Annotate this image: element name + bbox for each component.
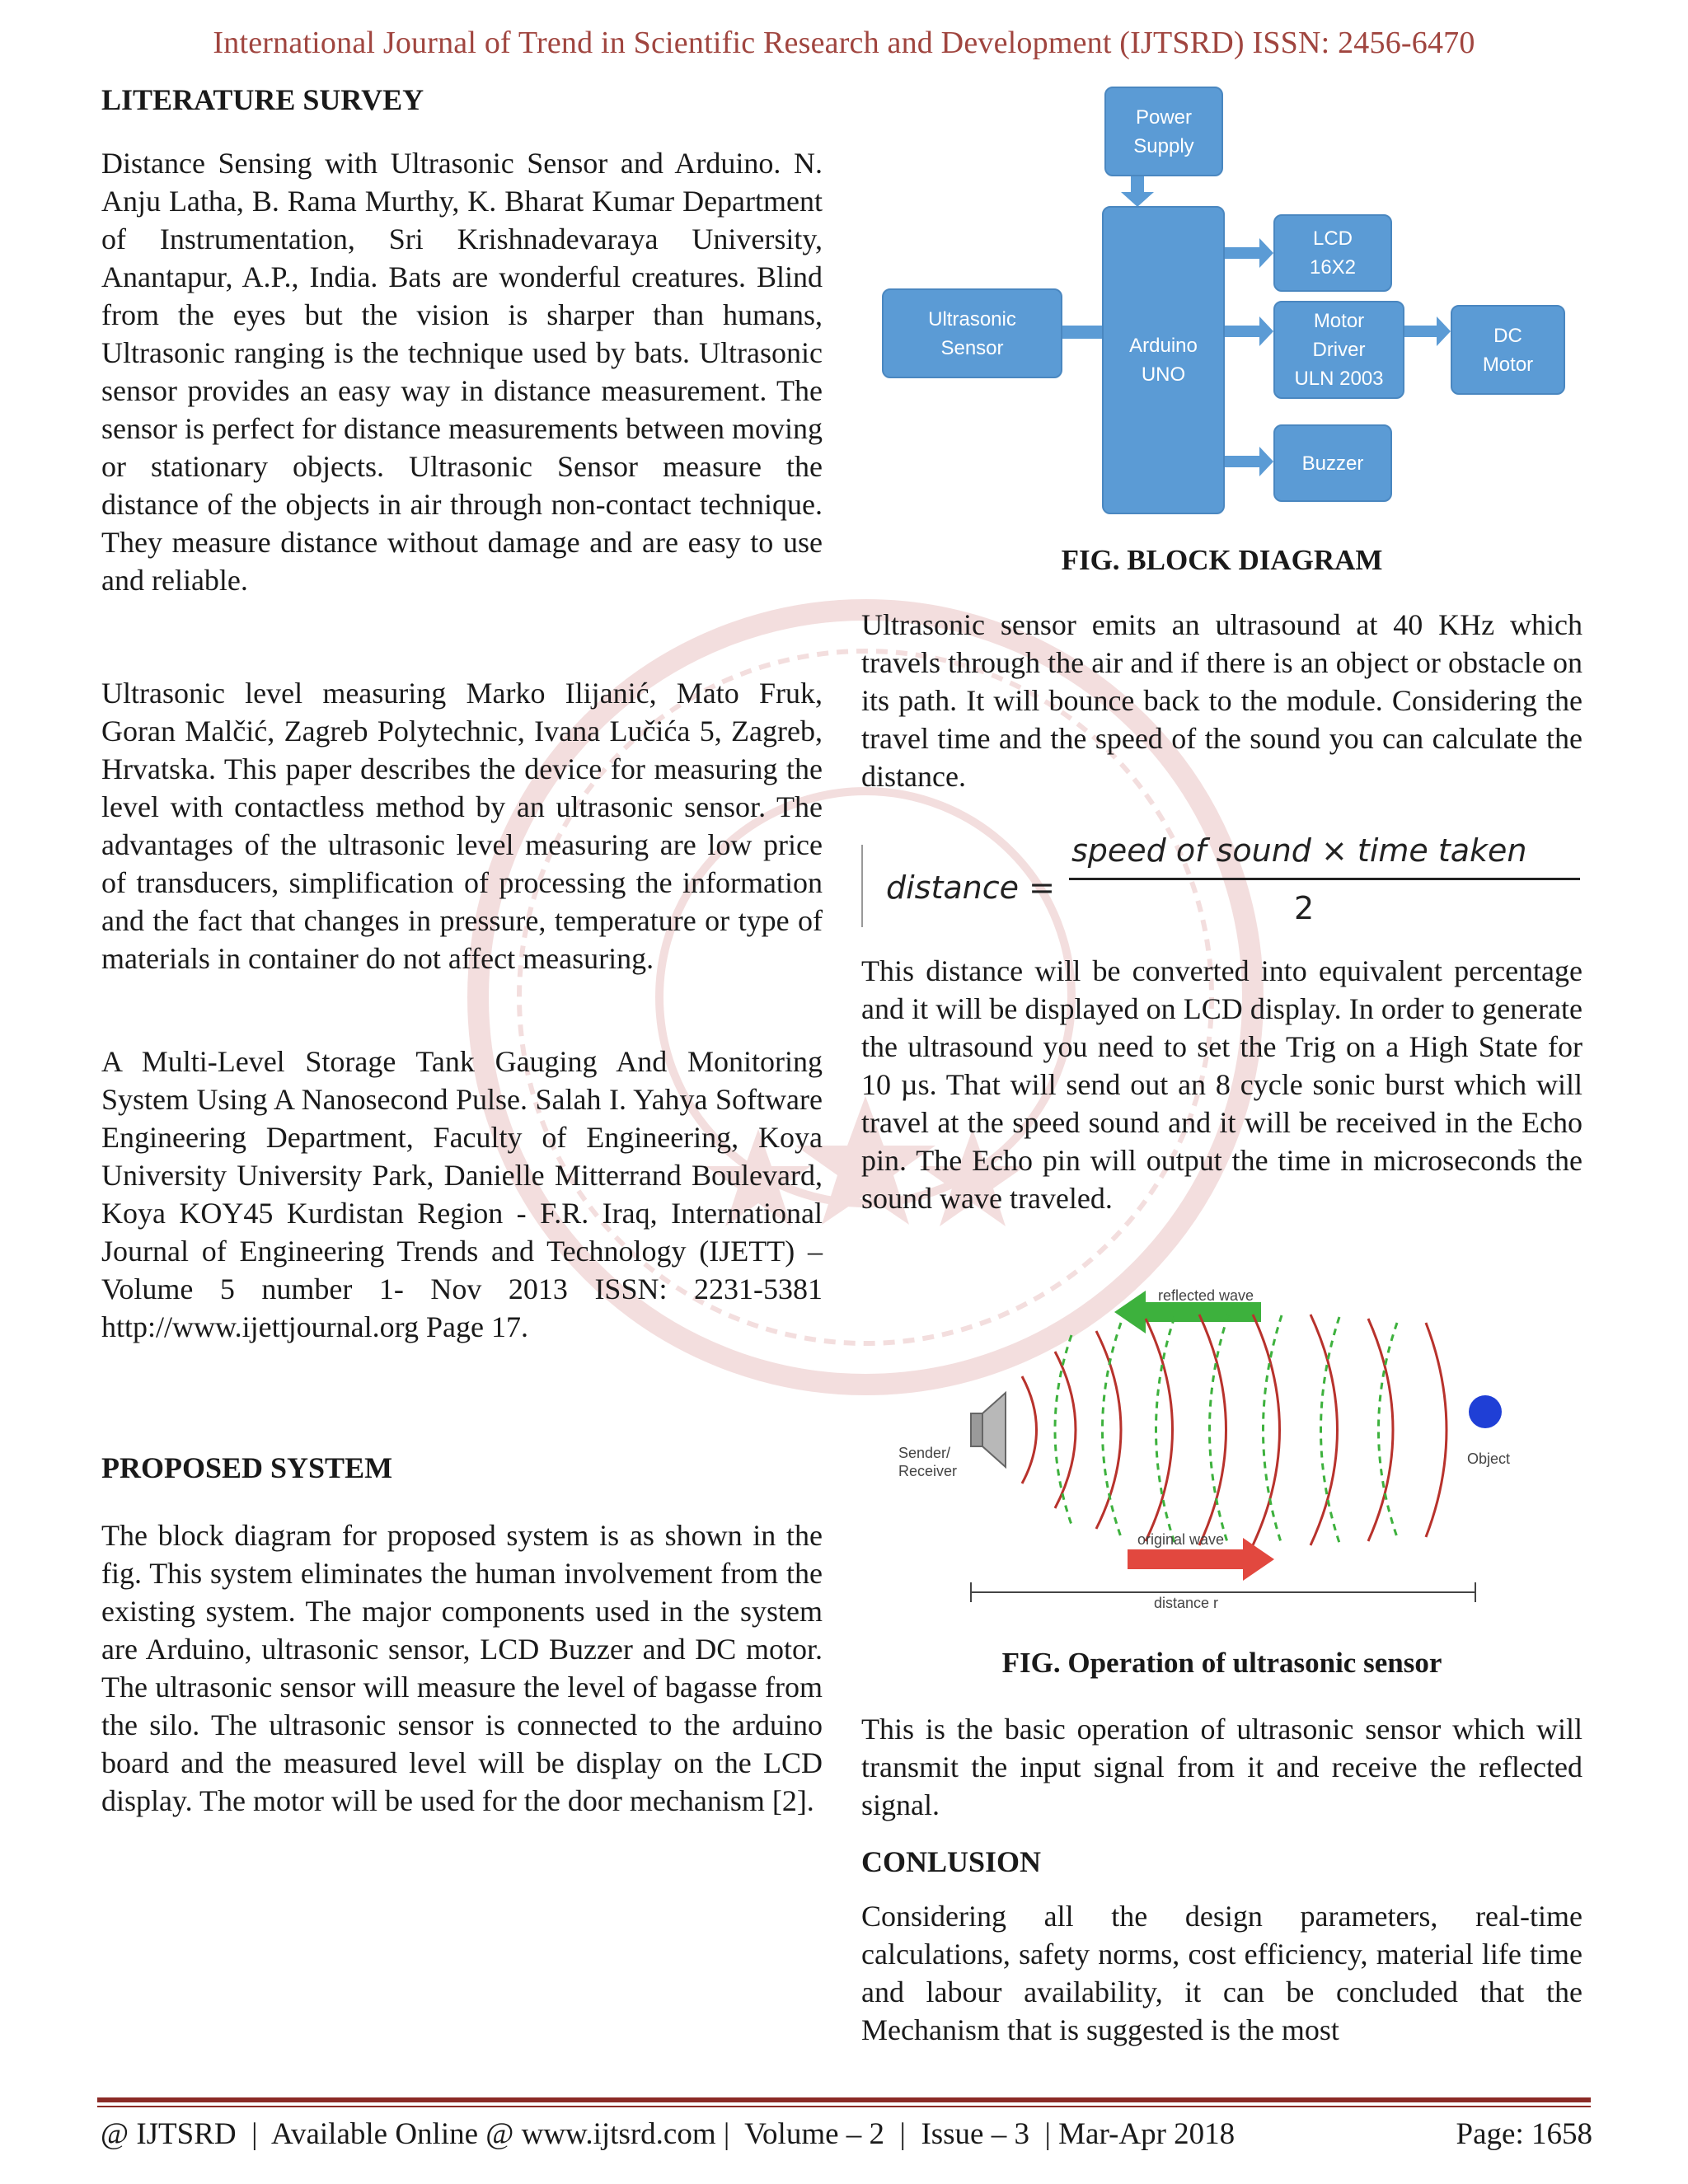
equation-denominator: 2 xyxy=(1294,890,1315,926)
literature-paragraph-1: Distance Sensing with Ultrasonic Sensor and Arduino. N. Anju Latha, B. Rama Murthy, K. Bharat Kumar Department of Instrumentation, Sri Krishnadevaraya University, Anantapur, A.P., India. Bats are wonderful creatures. Blind from the eyes but the vision is sharper than humans, Ultrasonic ranging is the technique used by bats. Ultrasonic sensor provides an easy way in distance measurement. The sensor is perfect for distance measurements between moving or stationary objects. Ultrasonic Sensor measure the distance of the objects in air through non-contact technique. They measure distance without damage and are easy to use and reliable. xyxy=(101,147,823,597)
literature-paragraph-3: A Multi-Level Storage Tank Gauging And Monitoring System Using A Nanosecond Pulse. Salah I. Yahya Software Engineering Department, Faculty of Engineering, Koya University University Park, Danielle Mitterrand Boulevard, Koya KOY45 Kurdistan Region - F.R. Iraq, International Journal of Engineering Trends and Technology (IJETT) – Volume 5 number 1- Nov 2013 ISSN: 2231-5381 http://www.ijettjournal.org Page 17. xyxy=(101,1045,823,1343)
equation-fraction-bar xyxy=(1069,878,1580,880)
object-label: Object xyxy=(1467,1451,1511,1467)
ultrasonic-figure-caption: FIG. Operation of ultrasonic sensor xyxy=(1001,1647,1442,1679)
power-supply-block: Power Supply xyxy=(1104,87,1223,176)
ultrasonic-operation-figure xyxy=(898,1286,1550,1611)
literature-paragraph-2: Ultrasonic level measuring Marko Ilijanić, Mato Fruk, Goran Malčić, Zagreb Polytechnic, Ivana Lučića 5, Zagreb, Hrvatska. This paper describes the device for measuring the level with contactless method by an ultrasonic sensor. The advantages of the ultrasonic level measuring are low price of transducers, simplification of processing the information and the fact that changes in pressure, temperature or type of materials in container do not affect measuring. xyxy=(101,677,823,975)
reflected-wave-label: reflected wave xyxy=(1158,1287,1254,1304)
arduino-uno-block: Arduino UNO xyxy=(1102,206,1225,514)
journal-header: International Journal of Trend in Scientific Research and Development (IJTSRD) ISSN: 2456-6470 xyxy=(213,26,1475,60)
block-diagram-caption: FIG. BLOCK DIAGRAM xyxy=(1061,544,1383,576)
conclusion-heading: CONLUSION xyxy=(861,1845,1042,1878)
basic-operation-paragraph: This is the basic operation of ultrasonic sensor which will transmit the input signal from it and receive the reflected signal. xyxy=(861,1713,1582,1821)
distance-conversion-paragraph: This distance will be converted into equivalent percentage and it will be displayed on LCD display. In order to generate the ultrasound you need to set the Trig on a High State for 10 µs. That will send out an 8 cycle sonic burst which will travel at the speed sound and it will be received in the Echo pin. The Echo pin will output the time in microseconds the sound wave traveled. xyxy=(861,954,1582,1215)
original-wave-label: original wave xyxy=(1137,1531,1225,1548)
dc-motor-block: DC Motor xyxy=(1451,305,1565,395)
block-diagram xyxy=(878,78,1591,523)
proposed-system-paragraph: The block diagram for proposed system is as shown in the fig. This system eliminates the human involvement from the existing system. The major components used in the system are Arduino, ultrasonic sensor, LCD Buzzer and DC motor. The ultrasonic sensor will measure the level of bagasse from the silo. The ultrasonic sensor is connected to the arduino board and the measured level will be display on the LCD display. The motor will be used for the door mechanism [2]. xyxy=(101,1519,823,1817)
equation-lhs: distance = xyxy=(886,869,1055,906)
proposed-system-heading: PROPOSED SYSTEM xyxy=(101,1451,393,1484)
distance-equation xyxy=(861,828,1587,952)
conclusion-paragraph: Considering all the design parameters, real-time calculations, safety norms, cost efficiency, material life time and labour availability, it can be concluded that the Mechanism that is suggested is the most xyxy=(861,1900,1582,2046)
equation-numerator: speed of sound × time taken xyxy=(1071,832,1527,869)
literature-survey-heading: LITERATURE SURVEY xyxy=(101,83,424,116)
page-number: Page: 1658 xyxy=(1456,2117,1592,2151)
footer-rule-thin xyxy=(97,2106,1591,2107)
wave-diagram xyxy=(898,1286,1550,1611)
page-footer xyxy=(101,2116,1592,2152)
lcd-block: LCD 16X2 xyxy=(1273,214,1392,292)
ultrasonic-sensor-block: Ultrasonic Sensor xyxy=(882,288,1062,378)
footer-rule-thick xyxy=(97,2097,1591,2102)
buzzer-block: Buzzer xyxy=(1273,424,1392,502)
distance-r-label: distance r xyxy=(1154,1595,1219,1611)
sender-receiver-label: Sender/ Receiver xyxy=(898,1445,958,1479)
footer-journal-info: @ IJTSRD | Available Online @ www.ijtsrd.com | Volume – 2 | Issue – 3 | Mar-Apr 2018 xyxy=(101,2117,1236,2151)
motor-driver-block: Motor Driver ULN 2003 xyxy=(1273,301,1404,399)
ultrasonic-paragraph: Ultrasonic sensor emits an ultrasound at 40 KHz which travels through the air and if there is an object or obstacle on its path. It will bounce back to the module. Considering the travel time and the speed of the sound you can calculate the distance. xyxy=(861,608,1582,793)
